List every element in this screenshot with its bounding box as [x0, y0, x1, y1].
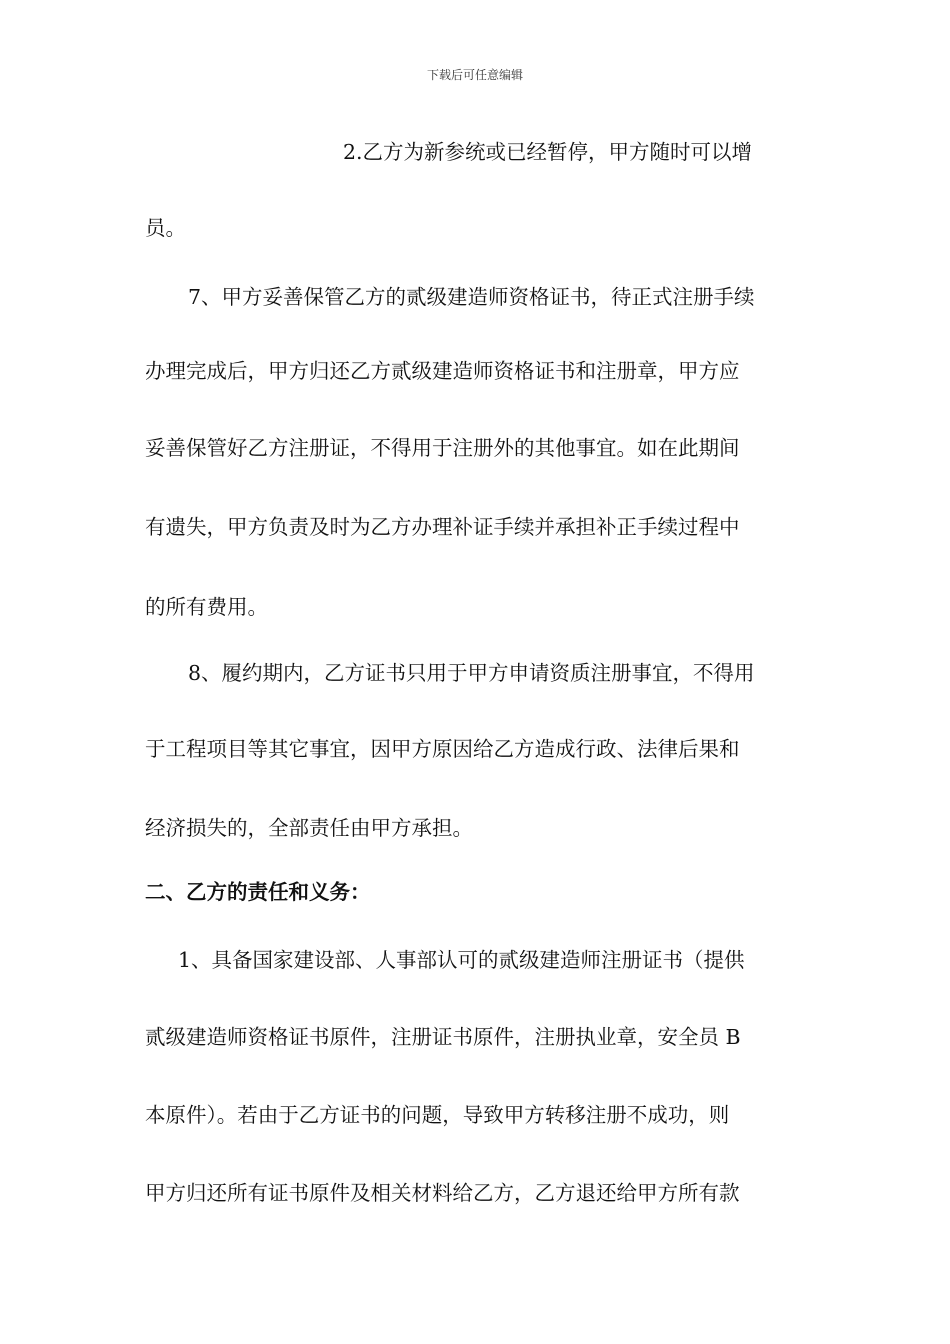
paragraph-line-15: 甲方归还所有证书原件及相关材料给乙方，乙方退还给甲方所有款	[145, 1181, 740, 1205]
page-header: 下载后可任意编辑	[426, 68, 523, 82]
paragraph-line-13: 贰级建造师资格证书原件，注册证书原件，注册执业章，安全员 B	[145, 1025, 741, 1049]
section-heading: 二、乙方的责任和义务：	[145, 880, 371, 904]
paragraph-line-12: 1、具备国家建设部、人事部认可的贰级建造师注册证书（提供	[178, 948, 745, 972]
paragraph-line-6: 有遗失，甲方负责及时为乙方办理补证手续并承担补正手续过程中	[145, 515, 740, 539]
paragraph-line-4: 办理完成后，甲方归还乙方贰级建造师资格证书和注册章，甲方应	[145, 359, 740, 383]
paragraph-line-5: 妥善保管好乙方注册证，不得用于注册外的其他事宜。如在此期间	[145, 436, 740, 460]
paragraph-line-14: 本原件）。若由于乙方证书的问题，导致甲方转移注册不成功，则	[145, 1103, 730, 1127]
paragraph-line-9: 于工程项目等其它事宜，因甲方原因给乙方造成行政、法律后果和	[145, 737, 740, 761]
paragraph-line-2: 员。	[145, 216, 186, 240]
paragraph-line-7: 的所有费用。	[145, 595, 268, 619]
paragraph-line-1: 2.乙方为新参统或已经暂停，甲方随时可以增	[343, 140, 753, 164]
paragraph-line-8: 8、履约期内，乙方证书只用于甲方申请资质注册事宜，不得用	[188, 661, 755, 685]
paragraph-line-3: 7、甲方妥善保管乙方的贰级建造师资格证书，待正式注册手续	[188, 285, 755, 309]
paragraph-line-10: 经济损失的，全部责任由甲方承担。	[145, 816, 473, 840]
